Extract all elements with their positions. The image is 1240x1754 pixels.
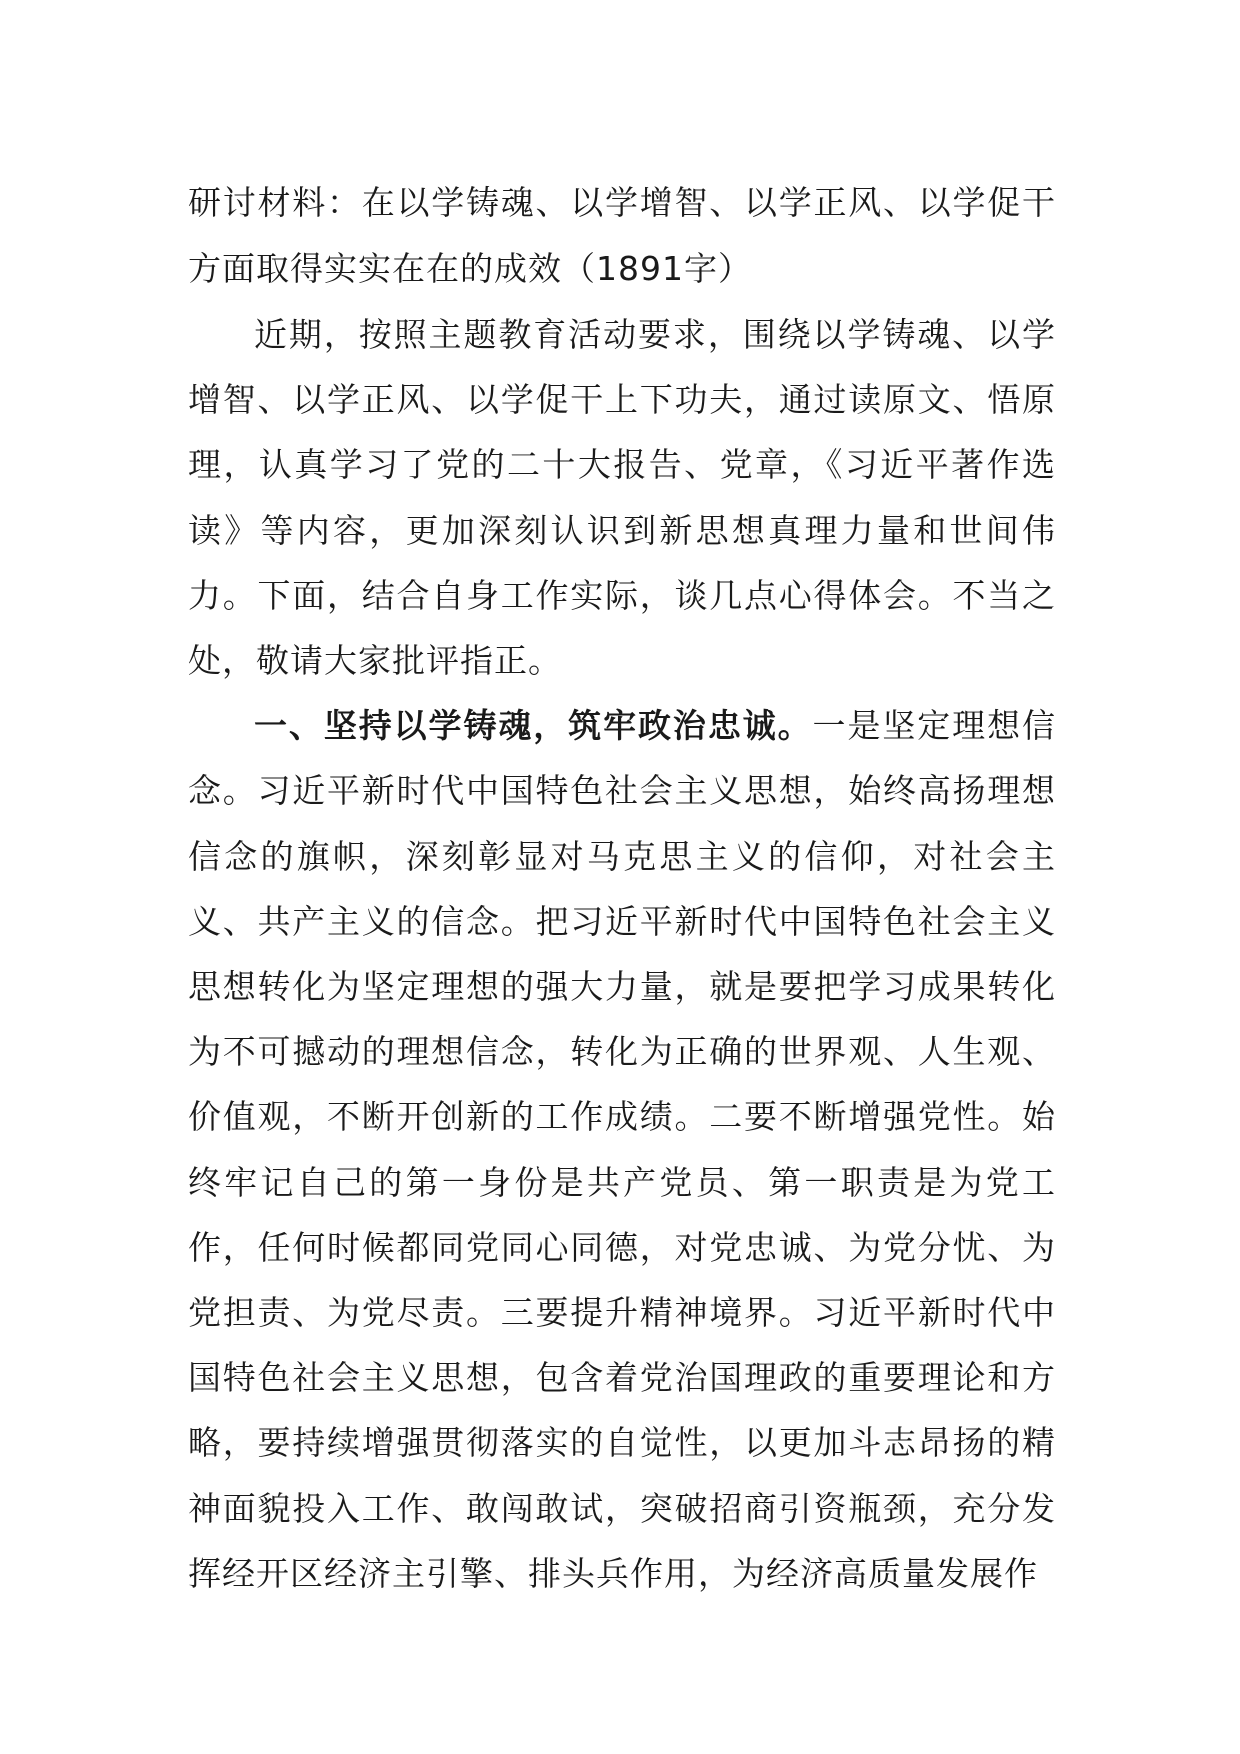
section-1-heading: 一、坚持以学铸魂，筑牢政治忠诚。 bbox=[254, 706, 813, 746]
document-body bbox=[188, 170, 1056, 1606]
document-title: 研讨材料：在以学铸魂、以学增智、以学正风、以学促干方面取得实实在在的成效（1891字） bbox=[188, 183, 1056, 288]
intro-paragraph: 近期，按照主题教育活动要求，围绕以学铸魂、以学增智、以学正风、以学促干上下功夫，通过读原文、悟原理，认真学习了党的二十大报告、党章，《习近平著作选读》等内容，更加深刻认识到新思想真理力量和世间伟力。下面，结合自身工作实际，谈几点心得体会。不当之处，敬请大家批评指正。 bbox=[188, 315, 1056, 681]
section-1-paragraph bbox=[188, 693, 1056, 1606]
section-1-body: 一是坚定理想信念。习近平新时代中国特色社会主义思想，始终高扬理想信念的旗帜，深刻彰显对马克思主义的信仰，对社会主义、共产主义的信念。把习近平新时代中国特色社会主义思想转化为坚定理想的强大力量，就是要把学习成果转化为不可撼动的理想信念，转化为正确的世界观、人生观、价值观，不断开创新的工作成绩。二要不断增强党性。始终牢记自己的第一身份是共产党员、第一职责是为党工作，任何时候都同党同心同德，对党忠诚、为党分忧、为党担责、为党尽责。三要提升精神境界。习近平新时代中国特色社会主义思想，包含着党治国理政的重要理论和方略，要持续增强贯彻落实的自觉性，以更加斗志昂扬的精神面貌投入工作、敢闯敢试，突破招商引资瓶颈，充分发挥经开区经济主引擎、排头兵作用，为经济高质量发展作 bbox=[188, 706, 1057, 1593]
